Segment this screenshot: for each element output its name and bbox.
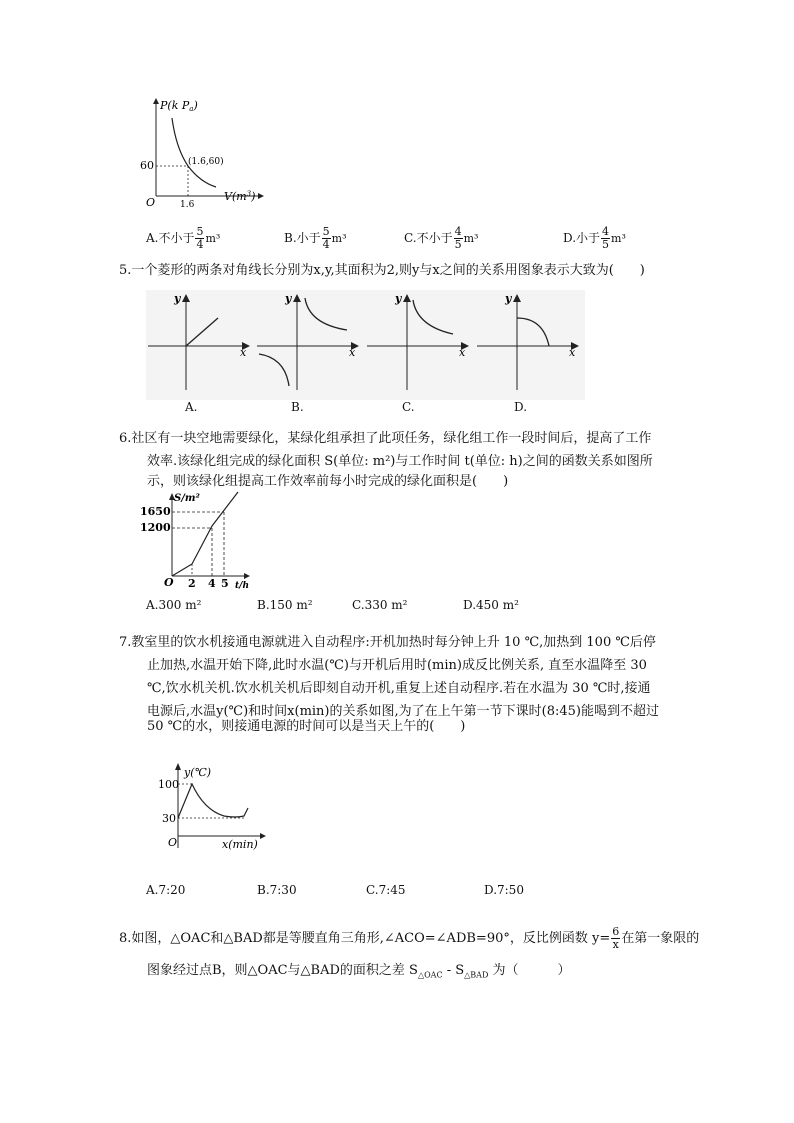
svg-text:y(℃): y(℃) xyxy=(184,766,212,779)
q7-option-a: A.7:20 xyxy=(146,883,186,897)
svg-text:x: x xyxy=(569,346,576,359)
svg-text:t/h: t/h xyxy=(235,581,249,591)
q5-option-c: C. xyxy=(402,400,415,414)
q4-option-b: B.小于 $\frac{5}{4}$ m³ xyxy=(284,225,347,251)
svg-text:y: y xyxy=(395,292,402,305)
svg-text:O: O xyxy=(146,196,156,209)
q5-graph-b xyxy=(255,290,365,400)
q5-question-text: 5.一个菱形的两条对角线长分别为x,y,其面积为2,则y与x之间的关系用图象表示大致为( ) xyxy=(119,263,645,278)
q6-question-line-2: 效率.该绿化组完成的绿化面积 S(单位: m²)与工作时间 t(单位: h)之间的函数关系如图所 xyxy=(147,454,653,469)
q4-option-c: C.不小于 $\frac{4}{5}$ m³ xyxy=(404,225,479,251)
q7-question-line-1: 7.教室里的饮水机接通电源就进入自动程序:开机加热时每分钟上升 10 ℃,加热到 100 ℃后停 xyxy=(119,635,656,650)
svg-text:x(min): x(min) xyxy=(222,838,258,851)
svg-text:V(m3): $V(m^3)$ xyxy=(224,190,256,203)
svg-text:x: x xyxy=(240,346,247,359)
svg-text:y: y xyxy=(285,292,292,305)
svg-text:(1.6,60): (1.6,60) xyxy=(188,157,224,167)
svg-text:4: 4 xyxy=(208,577,216,590)
q7-question-line-3: ℃,饮水机关机.饮水机关机后即刻自动开机,重复上述自动程序.若在水温为 30 ℃时,接通 xyxy=(147,681,651,696)
q5-graph-a xyxy=(146,290,256,400)
q7-option-b: B.7:30 xyxy=(257,883,297,897)
svg-text:30: 30 xyxy=(162,812,176,825)
q6-option-d: D.450 m² xyxy=(463,598,519,612)
q8-question-line-1: 8.如图，△OAC和△BAD都是等腰直角三角形,∠ACO=∠ADB=90°，反比例函数 y= $\frac{6}{x}$ 在第一象限的 xyxy=(119,925,700,951)
svg-text:1200: 1200 xyxy=(140,521,171,534)
q6-question-line-1: 6.社区有一块空地需要绿化，某绿化组承担了此项任务，绿化组工作一段时间后，提高了工作 xyxy=(119,431,652,446)
svg-text:5: 5 xyxy=(221,577,229,590)
q7-question-line-5: 50 ℃的水，则接通电源的时间可以是当天上午的( ) xyxy=(147,719,466,734)
q5-option-d: D. xyxy=(514,400,528,414)
svg-text:y: y xyxy=(174,292,181,305)
svg-text:1.6: 1.6 xyxy=(180,200,195,210)
q4-option-d: D.小于 $\frac{4}{5}$ m³ xyxy=(563,225,626,251)
q5-option-a: A. xyxy=(185,400,198,414)
q7-option-c: C.7:45 xyxy=(366,883,406,897)
svg-text:x: x xyxy=(349,346,356,359)
svg-text:x: x xyxy=(459,346,466,359)
q5-graph-d xyxy=(475,290,585,400)
q8-question-line-2: 图象经过点B，则△OAC与△BAD的面积之差 $S_{\triangle OAC} - S_{\triangle BAD}$ 为（ ） xyxy=(147,963,571,980)
svg-text:60: 60 xyxy=(140,159,154,172)
svg-text:1650: 1650 xyxy=(140,505,171,518)
q4-option-a: A.不小于 $\frac{5}{4}$ m³ xyxy=(146,225,221,251)
q6-option-b: B.150 m² xyxy=(257,598,313,612)
svg-text:100: 100 xyxy=(158,778,179,791)
svg-text:O: O xyxy=(168,836,178,849)
q7-question-line-2: 止加热,水温开始下降,此时水温(℃)与开机后用时(min)成反比例关系, 直至水温降至 30 xyxy=(147,658,647,673)
q6-graph xyxy=(140,490,260,595)
svg-text:S/m²: S/m² xyxy=(174,493,200,504)
q6-option-a: A.300 m² xyxy=(146,598,202,612)
q5-graph-c xyxy=(365,290,475,400)
svg-text:O: O xyxy=(164,576,174,589)
q7-question-line-4: 电源后,水温y(℃)和时间x(min)的关系如图,为了在上午第一节下课时(8:45)能喝到不超过 xyxy=(147,704,659,719)
q5-option-b: B. xyxy=(291,400,304,414)
svg-text:P(k Pa): P(k Pa) xyxy=(160,99,198,113)
q7-option-d: D.7:50 xyxy=(484,883,524,897)
q6-option-c: C.330 m² xyxy=(352,598,408,612)
svg-text:y: y xyxy=(505,292,512,305)
q4-graph xyxy=(140,96,270,211)
q6-question-line-3: 示，则该绿化组提高工作效率前每小时完成的绿化面积是( ) xyxy=(147,474,509,489)
svg-text:2: 2 xyxy=(188,577,196,590)
q7-graph xyxy=(150,760,270,855)
